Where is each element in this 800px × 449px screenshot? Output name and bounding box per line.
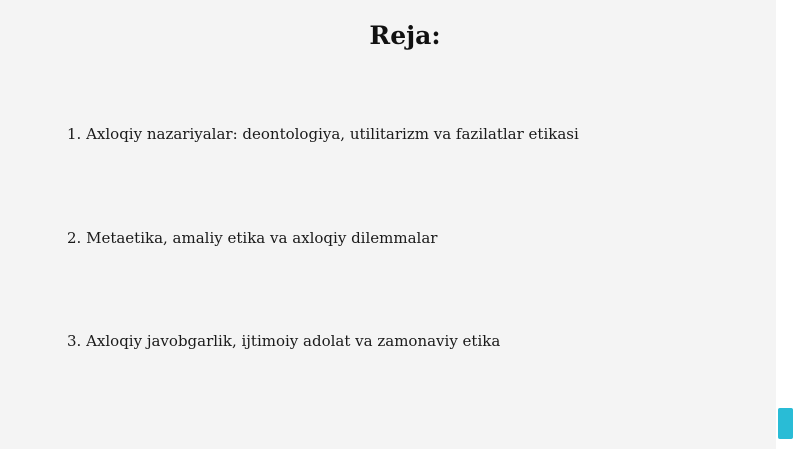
slide-title: Reja: [369, 21, 441, 50]
plan-item-2: 2. Metaetika, amaliy etika va axloqiy dilemmalar [67, 229, 438, 247]
plan-item-1: 1. Axloqiy nazariyalar: deontologiya, utilitarizm va fazilatlar etikasi [67, 125, 579, 143]
scrollbar-thumb[interactable] [778, 408, 793, 439]
vertical-scrollbar[interactable] [776, 0, 800, 449]
plan-item-3: 3. Axloqiy javobgarlik, ijtimoiy adolat va zamonaviy etika [67, 332, 501, 350]
